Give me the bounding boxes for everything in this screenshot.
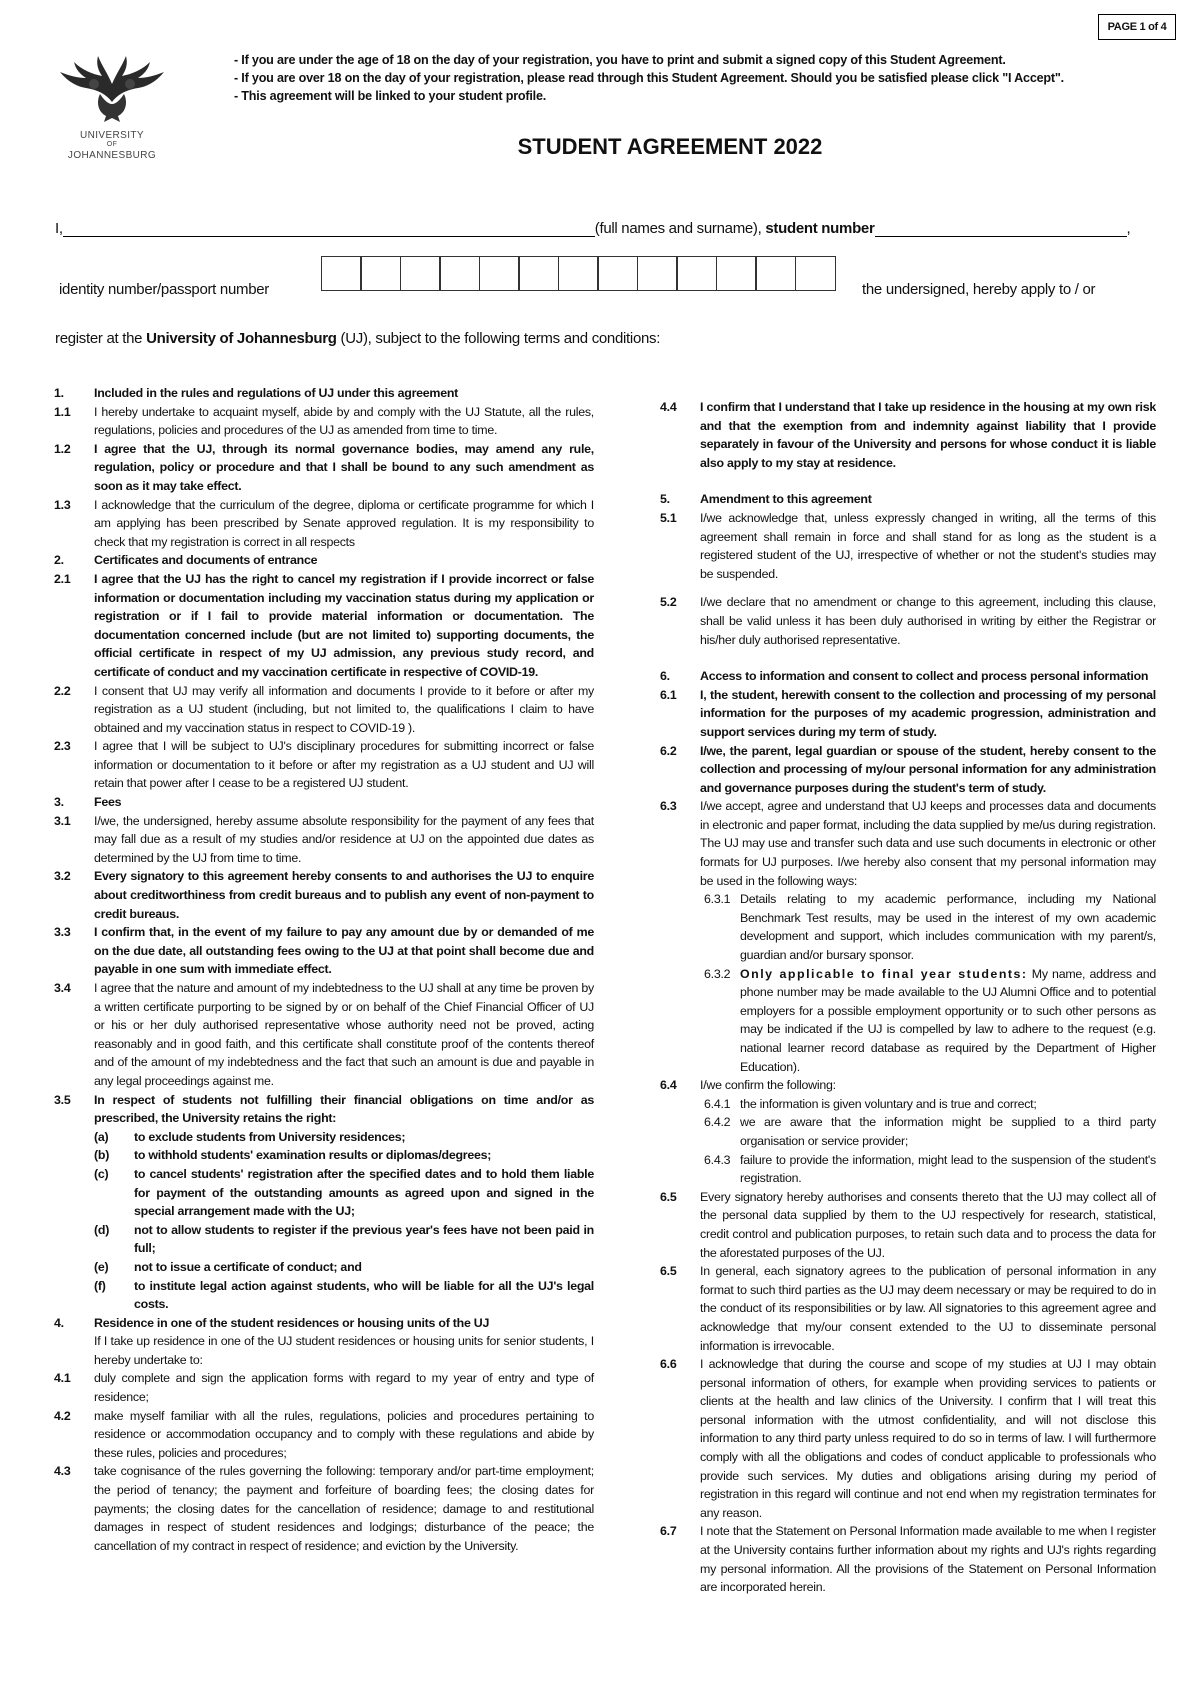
clause-3-5-item: (a) to exclude students from University residences;: [94, 1129, 406, 1144]
clause-3-5-item: (c) to cancel students' registration after the specified dates and to hold them liable for payment of the outstanding amounts as agreed upon and signed in the special arrangement made with the UJ;: [94, 1166, 594, 1219]
line-end: ,: [1126, 220, 1131, 237]
clause-4-3: 4.3 take cognisance of the rules governing the following: temporary and/or part-time employment; the period of tenancy; the payment and forfeiture of boarding fees; the closing dates for payments; the closing dates for the cancellation of residence; damage to and restitutional damages in respect of student residences and lodgings; disturbance of the peace; the cancellation of my contract in respect of residence; and eviction by the University.: [54, 1464, 594, 1553]
clause-6-5a: 6.5 Every signatory hereby authorises and consents thereto that the UJ may collect all of the personal data supplied by them to the UJ respectively for research, statistical, credit control and publication purposes, to retain such data and to process the data for the aforestated purposes of the UJ.: [660, 1189, 1156, 1260]
clause-3-1: 3.1 I/we, the undersigned, hereby assume absolute responsibility for the payment of any fees that may fall due as a result of my studies and/or residence at UJ on the appointed due dates as determined by the UJ from time to time.: [54, 813, 594, 865]
clause-6-4: 6.4 I/we confirm the following:: [660, 1078, 836, 1093]
clause-6-6: 6.6 I acknowledge that during the course and scope of my studies at UJ I may obtain personal information of others, for example when providing services to patients or clients at the health and law clinics of the University. I confirm that I will treat this personal information with the utmost confidentiality, and will not disclose this information to any third party unless required to do so in terms of law. I will furthermore comply with all the obligations and codes of conduct applicable to professionals who provide such services. My duties and obligations arising during my period of registration in this regard will continue and not end when my registration terminates for any reason.: [660, 1357, 1156, 1520]
clause-5-2: 5.2 I/we declare that no amendment or change to this agreement, including this clause, shall be valid unless it has been duly authorised in writing by either the Registrar or his/her duly authorised representative.: [660, 595, 1156, 647]
clause-3-5-item: (e) not to issue a certificate of conduct; and: [94, 1259, 362, 1274]
note-over-18: - If you are over 18 on the day of your registration, please read through this Student Agreement. Should you be satisfied please click "I Accept".: [234, 71, 1064, 85]
left-column: [54, 384, 594, 1555]
id-digit-box[interactable]: [558, 256, 599, 291]
id-digit-box[interactable]: [321, 256, 362, 291]
clause-3-3: 3.3 I confirm that, in the event of my failure to pay any amount due by or demanded of me on the due date, all outstanding fees owing to the UJ at that point shall become due and payable in one sum with immediate effect.: [54, 925, 594, 977]
section-4-intro: If I take up residence in one of the UJ student residences or housing units for senior students, I hereby undertake to:: [94, 1334, 594, 1367]
clause-2-2: 2.2 I consent that UJ may verify all information and documents I provide to it before or after my registration as a UJ student (including, but not limited to, the qualifications I claim to have obtained and my vaccination status in respect to COVID-19 ).: [54, 683, 594, 735]
page-number-label: PAGE 1 of 4: [1098, 14, 1176, 40]
id-digit-box[interactable]: [716, 256, 757, 291]
name-line: [55, 220, 1130, 237]
id-digit-box[interactable]: [439, 256, 480, 291]
clause-3-4: 3.4 I agree that the nature and amount of my indebtedness to the UJ shall at any time be proven by a written certificate purporting to be signed by or on behalf of the Chief Financial Officer of UJ or his or her duly authorised representative whose authority need not be proved, acting reasonably and in good faith, and this certificate shall constitute proof of the contents thereof and of the amount of my indebtedness and the fact that such an amount is due and payable in any legal proceedings against me.: [54, 981, 594, 1088]
university-name: University of Johannesburg: [146, 330, 337, 347]
id-digit-box[interactable]: [518, 256, 559, 291]
clause-6-3: 6.3 I/we accept, agree and understand that UJ keeps and processes data and documents in electronic and paper format, including the data supplied by me/us during registration. The UJ may use and transfer such data and use such documents in electronic or other formats for UJ purposes. I/we hereby also consent that my personal information may be used in the following ways:: [660, 799, 1156, 888]
id-digit-box[interactable]: [676, 256, 717, 291]
clause-1-3: 1.3 I acknowledge that the curriculum of the degree, diploma or certificate programme for which I am applying has been prescribed by Senate approved regulation. It is my responsibility to check that my registration is correct in all respects: [54, 497, 594, 549]
section-4-heading: 4. Residence in one of the student residences or housing units of the UJ: [54, 1315, 490, 1330]
clause-6-4-item: 6.4.3 failure to provide the information, might lead to the suspension of the student's registration.: [704, 1152, 1156, 1186]
instruction-notes: [234, 51, 1064, 105]
id-digit-box[interactable]: [755, 256, 796, 291]
id-number-boxes: [322, 256, 836, 291]
clause-4-1: 4.1 duly complete and sign the application forms with regard to my year of entry and type of residence;: [54, 1371, 594, 1405]
logo-text-johannesburg: JOHANNESBURG: [67, 150, 157, 161]
id-digit-box[interactable]: [597, 256, 638, 291]
clause-3-5-item: (b) to withhold students' examination results or diplomas/degrees;: [94, 1148, 492, 1163]
id-digit-box[interactable]: [637, 256, 678, 291]
clause-3-5-item: (d) not to allow students to register if the previous year's fees have not been paid in full;: [94, 1222, 594, 1256]
student-number-label: student number: [765, 220, 875, 237]
full-names-label: (full names and surname),: [594, 220, 762, 237]
clause-4-4: 4.4 I confirm that I understand that I take up residence in the housing at my own risk and that the exemption from and indemnity against liability that I provide separately in favour of the University and persons for whose conduct it is liable also apply to my stay at residence.: [660, 400, 1156, 470]
id-digit-box[interactable]: [400, 256, 441, 291]
id-digit-box[interactable]: [360, 256, 401, 291]
clause-6-2: 6.2 I/we, the parent, legal guardian or spouse of the student, hereby consent to the collection and processing of my/our personal information for any administration and governance purposes during the student's term of study.: [660, 743, 1156, 795]
clause-3-2: 3.2 Every signatory to this agreement hereby consents to and authorises the UJ to enquire about creditworthiness from credit bureaus and to publish any event of non-payment to credit bureaus.: [54, 869, 594, 921]
section-5-heading: 5. Amendment to this agreement: [660, 492, 872, 507]
id-digit-box[interactable]: [479, 256, 520, 291]
logo-text-of: OF: [106, 141, 118, 148]
register-suffix: (UJ), subject to the following terms and conditions:: [340, 330, 661, 347]
section-3-heading: 3. Fees: [54, 795, 122, 810]
section-6-heading: 6. Access to information and consent to collect and process personal information: [660, 669, 1149, 684]
clause-6-5b: 6.5 In general, each signatory agrees to the publication of personal information in any format to such third parties as the UJ may deem necessary or may be required to do in the conduct of its responsibilities or by law. All signatories to this agreement agree and acknowledge that my/our consent extended to the UJ to disseminate personal information is irrevocable.: [660, 1264, 1156, 1353]
clause-3-5-item: (f) to institute legal action against students, who will be liable for all the UJ's legal costs.: [94, 1278, 594, 1312]
clause-1-2: 1.2 I agree that the UJ, through its normal governance bodies, may amend any rule, regulation, policy or procedure and that I shall be bound to any such amendment as soon as it may take effect.: [54, 441, 594, 493]
full-names-field[interactable]: [63, 222, 595, 237]
id-number-label: identity number/passport number: [59, 281, 269, 298]
clause-2-1: 2.1 I agree that the UJ has the right to cancel my registration if I provide incorrect or false information or documentation including my vaccination status during my application or registration or if I fail to provide material information or documentation. The documentation concerned include (but are not limited to) supporting documents, the official certificate in respect of my UJ admission, any previous study record, and certificate of conduct and my vaccination certificate in respective of COVID-19.: [54, 571, 594, 679]
clause-5-1: 5.1 I/we acknowledge that, unless expressly changed in writing, all the terms of this agreement shall remain in force and shall stand for as long as the student is a registered student of the UJ, irrespective of whether or not the student's studies may be suspended.: [660, 510, 1156, 581]
clause-6-7: 6.7 I note that the Statement on Personal Information made available to me when I register at the University contains further information about my rights and UJ's rights regarding my personal information. All the provisions of the Statement on Personal Information are incorporated herein.: [660, 1524, 1156, 1595]
clause-3-5: 3.5 In respect of students not fulfilling their financial obligations on time and/or as prescribed, the University retains the right:: [54, 1092, 594, 1126]
note-under-18: - If you are under the age of 18 on the day of your registration, you have to print and submit a signed copy of this Student Agreement.: [234, 53, 1006, 67]
clause-6-4-item: 6.4.1 the information is given voluntary and is true and correct;: [704, 1096, 1037, 1111]
note-profile-link: - This agreement will be linked to your student profile.: [234, 89, 547, 103]
document-title: STUDENT AGREEMENT 2022: [517, 134, 823, 159]
section-2-heading: 2. Certificates and documents of entrance: [54, 553, 318, 568]
section-1-heading: 1. Included in the rules and regulations of UJ under this agreement: [54, 386, 459, 400]
register-line: [55, 330, 660, 347]
clause-1-1: 1.1 I hereby undertake to acquaint myself, abide by and comply with the UJ Statute, all the rules, regulations, policies and procedures of the UJ as amended from time to time.: [54, 404, 594, 438]
clause-2-3: 2.3 I agree that I will be subject to UJ's disciplinary procedures for submitting incorrect or false information or documentation to it before or after my registration as a UJ student and UJ will retain that power after I cease to be a registered UJ student.: [54, 739, 594, 791]
clause-6-1: 6.1 I, the student, herewith consent to the collection and processing of my personal information for the purposes of my academic progression, administration and support services during my term of study.: [660, 687, 1156, 739]
i-prefix: I,: [55, 220, 63, 237]
undersigned-label: the undersigned, hereby apply to / or: [862, 281, 1096, 298]
twin-birds-emblem-icon: [56, 54, 168, 124]
clause-6-3-2: 6.3.2 Only applicable to final year students: My name, address and phone number may be made available to the UJ Alumni Office and to potential employers for a possible employment opportunity or to such other persons as may be indicated if the UJ is compelled by law to adhere to the request (e.g. national learner record database as required by the Department of Higher Education).: [704, 966, 1156, 1074]
right-column: [660, 398, 1156, 1597]
clause-6-3-1: 6.3.1 Details relating to my academic performance, including my National Benchmark Test results, may be used in the interest of my own academic development and support, which includes communication with my parent/s, guardian and/or bursary sponsor.: [704, 892, 1156, 963]
logo-text-university: UNIVERSITY: [79, 130, 144, 141]
id-digit-box[interactable]: [795, 256, 836, 291]
student-number-field[interactable]: [875, 222, 1127, 237]
clause-4-2: 4.2 make myself familiar with all the rules, regulations, policies and procedures pertaining to residence or accommodation occupancy and to comply with these regulations and abide by these rules, policies and procedures;: [54, 1408, 594, 1460]
clause-6-4-item: 6.4.2 we are aware that the information might be supplied to a third party organisation or service provider;: [704, 1115, 1156, 1148]
register-prefix: register at the: [55, 330, 143, 347]
